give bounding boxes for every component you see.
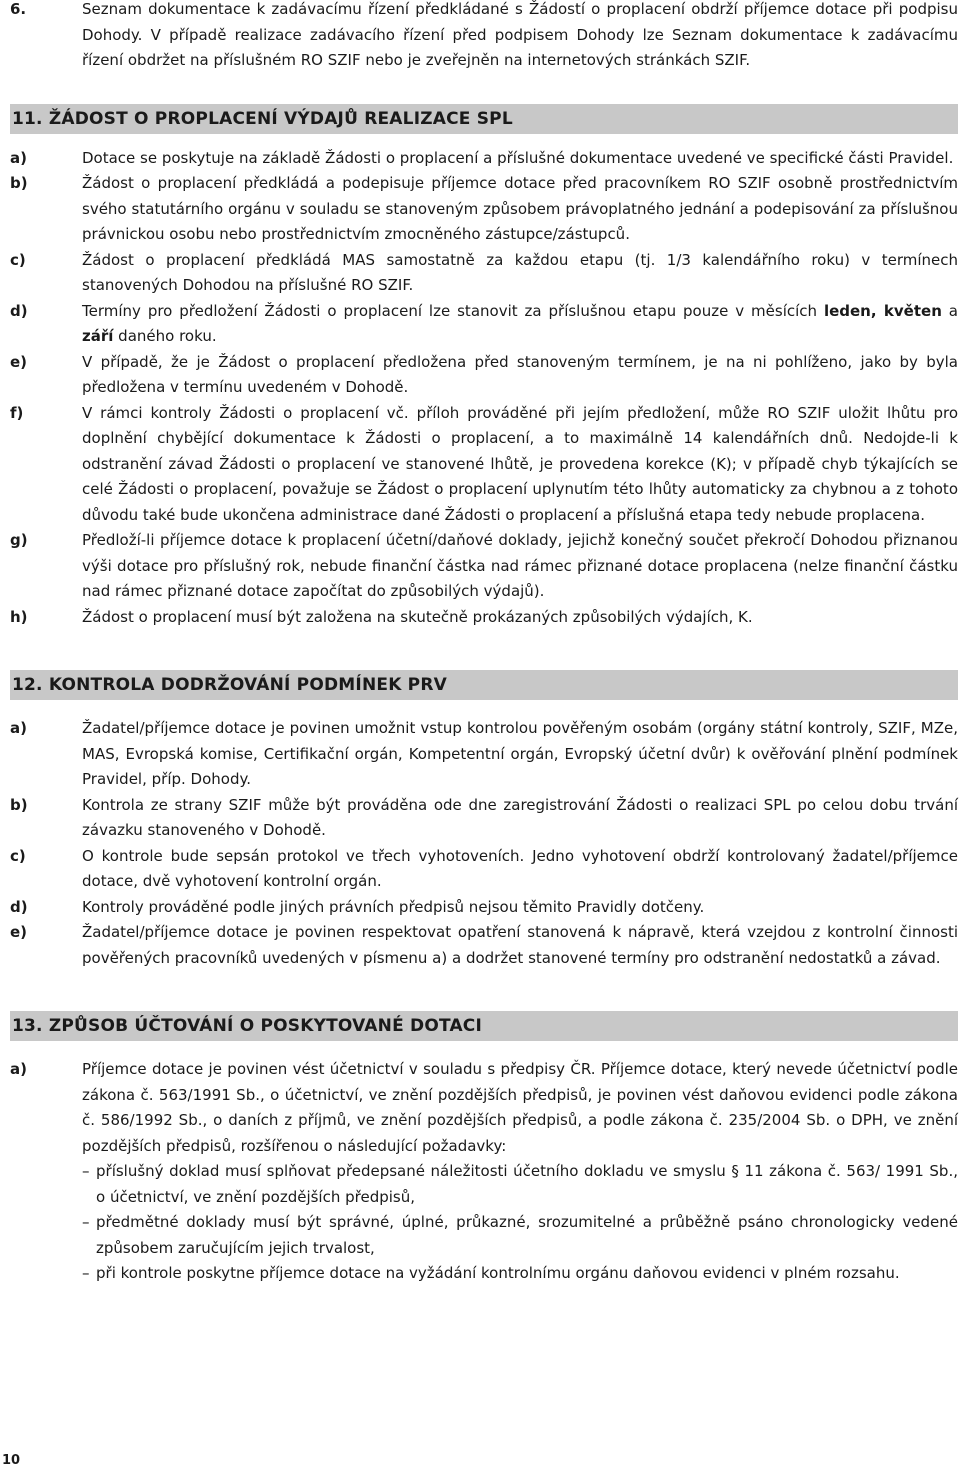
item-text-part: Termíny pro předložení Žádosti o proplacení lze stanovit za příslušnou etapu pouze v měsících — [82, 301, 824, 320]
item-label: d) — [10, 897, 28, 916]
item-text-part: daného roku. — [113, 327, 217, 345]
item-text: Žadatel/příjemce dotace je povinen respektovat opatření stanovená k nápravě, která vzejdou z kontrolní činnosti pověřených pracovníků uvedených v písmenu a) a dodržet stanovené termíny pro odstranění nedostatků a závad. — [82, 923, 958, 967]
dash-bullet: – — [82, 1264, 90, 1282]
list-item — [10, 401, 958, 529]
list-item — [10, 844, 958, 895]
dash-item-text: předmětné doklady musí být správné, úplné, průkazné, srozumitelné a průběžně psáno chronologicky vedené způsobem zaručujícím jejich trvalost, — [96, 1213, 958, 1257]
item-text: Dotace se poskytuje na základě Žádosti o proplacení a příslušné dokumentace uvedené ve specifické části Pravidel. — [82, 148, 954, 167]
list-item — [10, 146, 958, 172]
dash-list-item — [82, 1210, 958, 1261]
item-label: c) — [10, 250, 26, 269]
item-label: b) — [10, 174, 28, 192]
dash-bullet: – — [82, 1162, 90, 1180]
dash-list-item — [82, 1159, 958, 1210]
dash-item-text: při kontrole poskytne příjemce dotace na vyžádání kontrolnímu orgánu daňovou evidenci v plném rozsahu. — [96, 1264, 900, 1282]
section-11-heading: 11. ŽÁDOST O PROPLACENÍ VÝDAJŮ REALIZACE SPL — [10, 104, 958, 134]
item-text: V případě, že je Žádost o proplacení předložena před stanoveným termínem, je na ni pohlíženo, jako by byla předložena v termínu uvedeném v Dohodě. — [82, 352, 958, 396]
list-item — [10, 895, 958, 921]
list-item — [10, 528, 958, 605]
item-text: Žadatel/příjemce dotace je povinen umožnit vstup kontrolou pověřeným osobám (orgány státní kontroly, SZIF, MZe, MAS, Evropská komise, Certifikační orgán, Kompetentní orgán, Evropský účetní dvůr) k ověřování plnění podmínek Pravidel, příp. Dohody. — [82, 719, 958, 788]
list-item — [10, 716, 958, 793]
item-label: e) — [10, 352, 28, 371]
item-text: Příjemce dotace je povinen vést účetnictví v souladu s předpisy ČR. Příjemce dotace, který nevede účetnictví podle zákona č. 563/1991 Sb., o účetnictví, ve znění pozdějších předpisů, je povinen vést daňovou evidenci podle zákona č. 586/1992 Sb., o daních z příjmů, ve znění pozdějších předpisů, a podle zákona č. 235/2004 Sb. o DPH, ve znění pozdějších předpisů, rozšířenou o následující požadavky: — [82, 1060, 958, 1155]
bold-month: září — [82, 327, 114, 345]
item-text: O kontrole bude sepsán protokol ve třech vyhotoveních. Jedno vyhotovení obdrží kontrolovaný žadatel/příjemce dotace, dvě vyhotovení kontrolní orgán. — [82, 846, 958, 890]
section-13-heading: 13. ZPŮSOB ÚČTOVÁNÍ O POSKYTOVANÉ DOTACI — [10, 1011, 958, 1041]
section-11-list — [10, 146, 958, 631]
dash-bullet: – — [82, 1213, 90, 1231]
list-item — [10, 1057, 958, 1287]
list-item — [10, 248, 958, 299]
bold-months: leden, květen — [823, 301, 942, 320]
item-text: Kontrola ze strany SZIF může být prováděna ode dne zaregistrování Žádosti o realizaci SPL po celou dobu trvání závazku stanoveného v Dohodě. — [82, 795, 958, 839]
list-item — [10, 299, 958, 350]
list-item — [10, 171, 958, 248]
item-label: g) — [10, 531, 28, 549]
item-text — [82, 299, 958, 350]
list-item — [10, 605, 958, 631]
item-text: Žádost o proplacení předkládá a podepisuje příjemce dotace před pracovníkem RO SZIF osobně prostřednictvím svého statutárního orgánu v souladu se stanoveným způsobem právoplatného jednání a podepisování za příslušnou právnickou osobu nebo prostřednictvím zmocněného zástupce/zástupců. — [82, 174, 958, 243]
item-label: a) — [10, 719, 27, 737]
dash-item-text: příslušný doklad musí splňovat předepsané náležitosti účetního dokladu ve smyslu § 11 zákona č. 563/ 1991 Sb., o účetnictví, ve znění pozdějších předpisů, — [96, 1162, 958, 1206]
item-label: f) — [10, 403, 24, 422]
intro-item — [10, 0, 958, 74]
intro-label: 6. — [10, 0, 27, 18]
item-text-part: a — [941, 301, 958, 320]
item-text: Žádost o proplacení předkládá MAS samostatně za každou etapu (tj. 1/3 kalendářního roku) v termínech stanovených Dohodou na příslušné RO SZIF. — [82, 250, 958, 294]
item-label: h) — [10, 607, 28, 626]
item-text: Předloží-li příjemce dotace k proplacení účetní/daňové doklady, jejichž konečný součet překročí Dohodou přiznanou výši dotace pro příslušný rok, nebude finanční částka nad rámec přiznané dotace proplacena (nelze finanční částku nad rámec přiznané dotace započítat do způsobilých výdajů). — [82, 531, 958, 600]
item-text-block — [82, 1057, 958, 1287]
item-text: Žádost o proplacení musí být založena na skutečně prokázaných způsobilých výdajích, K. — [82, 607, 753, 626]
page-number: 10 — [2, 1453, 21, 1468]
item-label: c) — [10, 846, 26, 865]
item-label: e) — [10, 923, 28, 941]
list-item — [10, 350, 958, 401]
list-item — [10, 793, 958, 844]
item-label: b) — [10, 795, 28, 814]
item-label: a) — [10, 148, 27, 167]
item-text: V rámci kontroly Žádosti o proplacení vč. příloh prováděné při jejím předložení, může RO SZIF uložit lhůtu pro doplnění chybějící dokumentace k Žádosti o proplacení, a to maximálně 14 kalendářních dnů. Nedojde-li k odstranění závad Žádosti o proplacení ve stanovené lhůtě, je provedena korekce (K); v případě chyb týkajících se celé Žádosti o proplacení, považuje se Žádost o proplacení uplynutím této lhůty automaticky za chybnou a z tohoto důvodu také bude ukončena administrace dané Žádosti o proplacení a příslušná etapa tedy nebude proplacena. — [82, 403, 958, 524]
item-label: d) — [10, 301, 28, 320]
section-12-heading: 12. KONTROLA DODRŽOVÁNÍ PODMÍNEK PRV — [10, 670, 958, 700]
dash-list-item — [82, 1261, 958, 1287]
item-text: Kontroly prováděné podle jiných právních předpisů nejsou těmito Pravidly dotčeny. — [82, 897, 705, 916]
section-13-list — [10, 1057, 958, 1287]
document-page — [10, 0, 958, 1287]
section-12-list — [10, 716, 958, 971]
list-item — [10, 920, 958, 971]
item-label: a) — [10, 1060, 27, 1078]
intro-text: Seznam dokumentace k zadávacímu řízení předkládané s Žádostí o proplacení obdrží příjemce dotace při podpisu Dohody. V případě realizace zadávacího řízení před podpisem Dohody lze Seznam dokumentace k zadávacímu řízení obdržet na příslušném RO SZIF nebo je zveřejněn na internetových stránkách SZIF. — [82, 0, 958, 69]
